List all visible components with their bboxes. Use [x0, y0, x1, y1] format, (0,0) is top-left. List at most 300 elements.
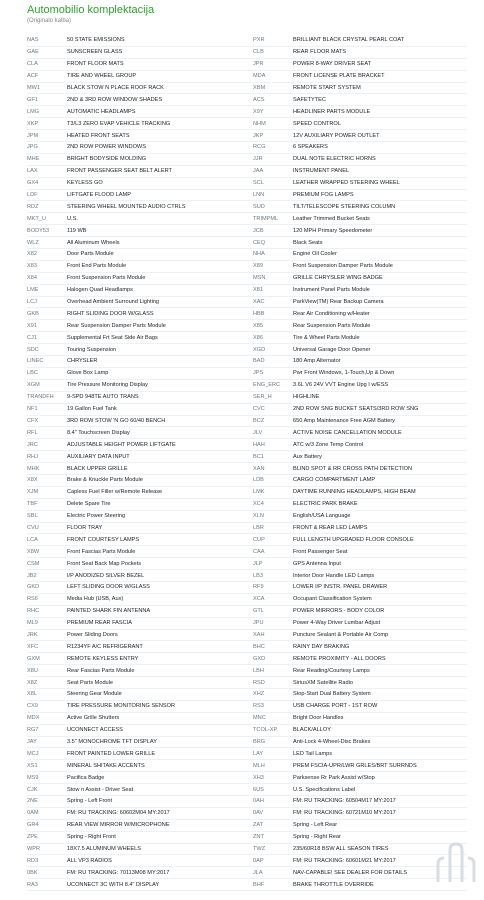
option-right — [253, 751, 467, 757]
option-left — [27, 561, 253, 567]
option-description: 19 Gallon Fuel Tank — [67, 406, 117, 413]
option-left — [27, 418, 253, 424]
option-row — [27, 677, 467, 689]
option-row — [27, 523, 467, 535]
option-description: English/USA Language — [293, 513, 351, 520]
option-row — [27, 689, 467, 701]
option-description: BLIND SPOT & RR CROSS PATH DETECTION — [293, 465, 413, 472]
option-code: JLP — [253, 560, 263, 567]
option-code: JRC — [27, 441, 38, 448]
option-row — [27, 344, 467, 356]
option-description: Tire Pressure Monitoring Display — [67, 382, 148, 389]
option-left — [27, 133, 253, 139]
option-code: X8U — [27, 667, 38, 674]
option-code: JLA — [253, 869, 263, 876]
option-left — [27, 763, 253, 769]
option-left — [27, 858, 253, 864]
option-description: DAYTIME RUNNING HEADLAMPS, HIGH BEAM — [293, 489, 416, 496]
option-description: I/P ANODIZED SILVER BEZEL — [67, 572, 145, 579]
option-right — [253, 263, 467, 269]
option-left — [27, 680, 253, 686]
option-description: SPEED CONTROL — [293, 120, 341, 127]
option-description: FRONT LICENSE PLATE BRACKET — [293, 73, 385, 80]
option-description: Active Grille Shutters — [67, 715, 120, 722]
option-description: SiriusXM Satellite Radio — [293, 679, 354, 686]
option-code: BAD — [253, 358, 265, 365]
option-code: MCJ — [27, 750, 39, 757]
option-right — [253, 180, 467, 186]
option-right — [253, 573, 467, 579]
option-description: HEADLINER PARTS MODULE — [293, 108, 371, 115]
option-code: SCL — [253, 180, 264, 187]
option-left — [27, 549, 253, 555]
option-left — [27, 656, 253, 662]
option-row — [27, 808, 467, 820]
option-code: XAN — [253, 465, 265, 472]
option-description: 2ND ROW SNG BUCKET SEATS/3RD ROW SNG — [293, 406, 419, 413]
option-row — [27, 570, 467, 582]
option-code: PXR — [253, 37, 265, 44]
option-left — [27, 192, 253, 198]
option-left — [27, 109, 253, 115]
option-row — [27, 713, 467, 725]
options-table — [27, 35, 467, 891]
option-left — [27, 144, 253, 150]
option-description: SUNSCREEN GLASS — [67, 49, 123, 56]
option-code: MDA — [253, 73, 266, 80]
option-code: RHC — [27, 608, 40, 615]
option-row — [27, 665, 467, 677]
option-description: UCONNECT ACCESS — [67, 727, 123, 734]
option-row — [27, 71, 467, 83]
option-description: 650 Amp Maintenance Free AGM Battery — [293, 417, 395, 424]
option-left — [27, 477, 253, 483]
option-row — [27, 201, 467, 213]
option-right — [253, 656, 467, 662]
option-right — [253, 109, 467, 115]
option-description: Tire & Wheel Parts Module — [293, 334, 360, 341]
option-description: FRONT PASSENGER SEAT BELT ALERT — [67, 168, 172, 175]
option-left — [27, 810, 253, 816]
option-left — [27, 620, 253, 626]
option-code: LBH — [253, 667, 264, 674]
option-right — [253, 454, 467, 460]
option-code: HBB — [253, 310, 265, 317]
option-code: XAC — [253, 299, 265, 306]
option-row — [27, 463, 467, 475]
option-right — [253, 37, 467, 43]
option-row — [27, 154, 467, 166]
option-description: FRONT COURTESY LAMPS — [67, 536, 140, 543]
option-code: X81 — [253, 287, 263, 294]
option-row — [27, 190, 467, 202]
option-left — [27, 513, 253, 519]
option-right — [253, 644, 467, 650]
option-code: JPR — [253, 61, 264, 68]
option-right — [253, 501, 467, 507]
option-code: ZAT — [253, 822, 264, 829]
option-row — [27, 427, 467, 439]
option-description: Front Fascias Parts Module — [67, 548, 136, 555]
option-code: CAA — [253, 548, 265, 555]
option-code: RSD — [253, 679, 265, 686]
option-description: Spring - Left Front — [67, 798, 113, 805]
option-description: FLOOR TRAY — [67, 524, 103, 531]
option-description: 6 SPEAKERS — [293, 144, 328, 151]
option-code: GF1 — [27, 96, 38, 103]
option-right — [253, 489, 467, 495]
option-left — [27, 834, 253, 840]
option-code: LAX — [27, 168, 38, 175]
option-row — [27, 320, 467, 332]
option-left — [27, 370, 253, 376]
option-description: REMOTE KEYLESS ENTRY — [67, 655, 139, 662]
option-left — [27, 85, 253, 91]
option-code: LNN — [253, 192, 265, 199]
option-code: RDZ — [27, 203, 39, 210]
option-row — [27, 558, 467, 570]
option-code: WPR — [27, 846, 41, 852]
option-right — [253, 382, 467, 388]
option-description: Engine Oil Cooler — [293, 251, 337, 258]
option-description: Bright Door Handles — [293, 715, 344, 722]
option-right — [253, 525, 467, 531]
option-left — [27, 632, 253, 638]
option-row — [27, 439, 467, 451]
option-description: LEATHER WRAPPED STEERING WHEEL — [293, 180, 400, 187]
option-description: CHRYSLER — [67, 358, 98, 365]
option-row — [27, 784, 467, 796]
option-code: X85 — [253, 322, 263, 329]
option-left — [27, 121, 253, 127]
option-code: 0AH — [253, 798, 264, 805]
option-description: Interior Door Handle LED Lamps — [293, 572, 375, 579]
option-code: RG7 — [27, 727, 39, 734]
option-description: Instrument Panel Parts Module — [293, 287, 370, 294]
option-right — [253, 240, 467, 246]
option-left — [27, 775, 253, 781]
option-code: RHJ — [27, 453, 38, 460]
option-right — [253, 763, 467, 769]
option-description: LED Tail Lamps — [293, 750, 333, 757]
page-header — [27, 4, 154, 25]
option-left — [27, 668, 253, 674]
option-right — [253, 680, 467, 686]
option-code: CX9 — [27, 703, 38, 710]
option-code: 6US — [253, 786, 264, 793]
option-description: Door Parts Module — [67, 251, 114, 258]
option-code: MS9 — [27, 774, 39, 781]
option-code: SDC — [27, 346, 39, 353]
option-description: 9-SPD 948TE AUTO TRANS — [67, 394, 139, 401]
option-description: STEERING WHEEL MOUNTED AUDIO CTRLS — [67, 203, 186, 210]
option-description: AUTOMATIC HEADLAMPS — [67, 108, 136, 115]
option-code: MLH — [253, 762, 265, 769]
option-left — [27, 204, 253, 210]
option-code: BHC — [253, 643, 265, 650]
option-row — [27, 737, 467, 749]
option-row — [27, 546, 467, 558]
option-description: FM: RU TRACKING: 70113M08 MY:2017 — [67, 869, 170, 876]
option-row — [27, 308, 467, 320]
page-title: Automobilio komplektacija — [27, 4, 155, 16]
option-code: CVC — [253, 406, 265, 413]
option-left — [27, 727, 253, 733]
option-row — [27, 392, 467, 404]
option-description: Spring - Right Rear — [293, 834, 341, 841]
option-description: BLACK STOW N PLACE ROOF RACK — [67, 85, 164, 91]
option-description: All Aluminum Wheels — [67, 239, 120, 246]
option-description: Steering Gear Module — [67, 691, 122, 698]
option-description: 120 MPH Primary Speedometer — [293, 227, 373, 234]
option-left — [27, 382, 253, 388]
option-code: XH3 — [253, 774, 264, 781]
option-left — [27, 394, 253, 400]
option-row — [27, 725, 467, 737]
option-code: TWZ — [253, 846, 266, 852]
option-code: X82 — [27, 251, 37, 258]
option-row — [27, 237, 467, 249]
option-row — [27, 142, 467, 154]
option-code: X8L — [27, 691, 37, 698]
option-right — [253, 787, 467, 793]
option-description: 180 Amp Alternator — [293, 358, 341, 365]
option-description: FM: RU TRACKING: 60504M17 MY:2017 — [293, 798, 396, 805]
option-description: FRONT PAINTED LOWER GRILLE — [67, 750, 156, 757]
option-description: Pwr Front Windows, 1-Touch,Up & Down — [293, 370, 395, 377]
option-left — [27, 584, 253, 590]
option-row — [27, 855, 467, 867]
option-right — [253, 121, 467, 127]
option-right — [253, 216, 467, 222]
option-code: JPU — [253, 620, 264, 627]
option-description: Spring - Right Front — [67, 834, 116, 841]
option-code: BCZ — [253, 417, 265, 424]
option-description: 3.6L V6 24V VVT Engine Upg I w/ESS — [293, 382, 389, 389]
option-description: GPS Antenna Input — [293, 560, 341, 567]
option-description: Electric Power Steering — [67, 513, 126, 520]
option-description: Universal Garage Door Opener — [293, 346, 371, 353]
option-description: R1234YF A/C REFRIGERANT — [67, 643, 143, 650]
option-code: LBR — [253, 524, 264, 531]
option-description: 235/60R18 BSW ALL SEASON TIRES — [293, 846, 389, 852]
option-description: Stow n Assist - Driver Seat — [67, 786, 134, 793]
option-code: 0AV — [253, 810, 264, 817]
option-code: XHZ — [253, 691, 265, 698]
option-code: LMK — [253, 489, 265, 496]
option-code: GKB — [27, 310, 39, 317]
option-row — [27, 356, 467, 368]
option-code: TRANDFH — [27, 394, 54, 401]
option-code: GR4 — [27, 822, 39, 829]
option-description: ADJUSTABLE HEIGHT POWER LIFTGATE — [67, 441, 176, 448]
option-code: NAS — [27, 37, 39, 44]
option-description: T3/L3 ZERO EVAP VEHICLE TRACKING — [67, 120, 171, 127]
option-description: Front Passenger Seat — [293, 548, 348, 555]
option-code: JLV — [253, 429, 263, 436]
option-description: Capless Fuel Filler w/Remote Release — [67, 489, 163, 496]
option-right — [253, 561, 467, 567]
option-code: GXD — [253, 655, 266, 662]
option-description: ELECTRIC PARK BRAKE — [293, 501, 358, 508]
option-left — [27, 311, 253, 317]
option-code: JPM — [27, 132, 39, 139]
option-description: TIRE AND WHEEL GROUP — [67, 73, 137, 80]
option-left — [27, 287, 253, 293]
option-description: BRILLIANT BLACK CRYSTAL PEARL COAT — [293, 37, 405, 44]
option-right — [253, 323, 467, 329]
option-description: Rear Suspension Parts Module — [293, 322, 371, 329]
option-description: 3RD ROW STOW 'N GO 60/40 BENCH — [67, 417, 166, 424]
option-description: TILT/TELESCOPE STEERING COLUMN — [293, 203, 396, 210]
option-code: XS1 — [27, 762, 38, 769]
page-subtitle: (Originalo kalba) — [27, 18, 72, 24]
option-row — [27, 832, 467, 844]
option-code: CJK — [27, 786, 38, 793]
option-right — [253, 584, 467, 590]
option-right — [253, 775, 467, 781]
option-code: RCG — [253, 144, 266, 151]
option-row — [27, 487, 467, 499]
option-description: PAINTED SHARK FIN ANTENNA — [67, 608, 151, 615]
option-code: JKP — [253, 132, 264, 139]
option-right — [253, 251, 467, 257]
option-left — [27, 751, 253, 757]
option-code: JCB — [253, 227, 264, 234]
option-description: ACTIVE NOISE CANCELLATION MODULE — [293, 429, 402, 436]
option-code: X83 — [27, 263, 37, 270]
option-description: LOWER I/P INSTR. PANEL DRAWER — [293, 584, 388, 591]
option-code: SUD — [253, 203, 265, 210]
option-description: FM: RU TRACKING: 60721M10 MY:2017 — [293, 810, 396, 817]
option-right — [253, 144, 467, 150]
option-description: Rear Fascias Parts Module — [67, 667, 135, 674]
option-left — [27, 822, 253, 828]
option-code: X9Y — [253, 108, 264, 115]
option-right — [253, 358, 467, 364]
option-description: REAR FLOOR MATS — [293, 49, 347, 56]
option-description: Power Sliding Doors — [67, 631, 118, 638]
option-code: GX4 — [27, 180, 39, 187]
option-right — [253, 97, 467, 103]
option-left — [27, 644, 253, 650]
option-code: GKD — [27, 584, 40, 591]
option-row — [27, 820, 467, 832]
option-right — [253, 418, 467, 424]
option-left — [27, 798, 253, 804]
option-right — [253, 73, 467, 79]
option-row — [27, 225, 467, 237]
option-left — [27, 335, 253, 341]
option-code: LDB — [253, 477, 264, 484]
option-description: INSTRUMENT PANEL — [293, 168, 350, 175]
option-code: ML9 — [27, 620, 38, 627]
option-description: HIGHLINE — [293, 394, 320, 401]
option-code: HAH — [253, 441, 265, 448]
option-code: XGD — [253, 346, 266, 353]
option-code: X8W — [27, 548, 40, 555]
option-code: ACS — [253, 96, 265, 103]
option-code: RA3 — [27, 881, 38, 888]
option-description: DUAL NOTE ELECTRIC HORNS — [293, 156, 376, 163]
option-right — [253, 691, 467, 697]
option-row — [27, 701, 467, 713]
option-right — [253, 477, 467, 483]
option-code: XJM — [27, 489, 39, 496]
option-description: BLACK/ALLOY — [293, 727, 331, 734]
option-left — [27, 323, 253, 329]
watermark-logo-icon — [432, 842, 480, 886]
option-description: POWER 8-WAY DRIVER SEAT — [293, 61, 372, 68]
option-row — [27, 166, 467, 178]
option-left — [27, 739, 253, 745]
option-description: BRAKE THROTTLE OVERRIDE — [293, 881, 374, 888]
option-description: RIGHT SLIDING DOOR W/GLASS — [67, 310, 154, 317]
option-left — [27, 442, 253, 448]
option-left — [27, 49, 253, 55]
option-left — [27, 251, 253, 257]
option-left — [27, 275, 253, 281]
option-row — [27, 285, 467, 297]
option-description: REMOTE START SYSTEM — [293, 85, 361, 91]
option-code: BHF — [253, 881, 265, 888]
option-left — [27, 228, 253, 234]
option-code: CFX — [27, 417, 39, 424]
option-code: LDF — [27, 192, 38, 199]
option-code: ENG_ERC — [253, 382, 281, 389]
option-code: MNC — [253, 715, 266, 722]
option-description: Stop-Start Dual Battery System — [293, 691, 371, 698]
option-left — [27, 466, 253, 472]
option-row — [27, 867, 467, 879]
option-code: XBM — [253, 85, 266, 91]
option-right — [253, 133, 467, 139]
option-description: Glove Box Lamp — [67, 370, 109, 377]
option-description: LEFT SLIDING DOOR W/GLASS — [67, 584, 150, 591]
option-description: BLACK UPPER GRILLE — [67, 465, 128, 472]
option-right — [253, 549, 467, 555]
option-description: NAV-CAPABLE! SEE DEALER FOR DETAILS — [293, 869, 408, 876]
option-right — [253, 49, 467, 55]
option-code: LMG — [27, 108, 40, 115]
option-description: REMOTE PROXIMITY - ALL DOORS — [293, 655, 386, 662]
option-row — [27, 653, 467, 665]
option-row — [27, 332, 467, 344]
option-right — [253, 335, 467, 341]
option-description: HEATED FRONT SEATS — [67, 132, 130, 139]
option-description: 18X7.5 ALUMINUM WHEELS — [67, 846, 141, 852]
option-code: ZNT — [253, 834, 264, 841]
option-description: Power 4-Way Driver Lumbar Adjust — [293, 620, 381, 627]
option-code: ACF — [27, 73, 39, 80]
option-code: X86 — [253, 334, 263, 341]
option-code: JPG — [27, 144, 38, 151]
option-code: TRIMPML — [253, 215, 279, 222]
option-row — [27, 47, 467, 59]
option-description: FULL LENGTH UPGRADED FLOOR CONSOLE — [293, 536, 414, 543]
option-description: Leather Trimmed Bucket Seats — [293, 215, 370, 222]
option-code: RF9 — [253, 584, 264, 591]
option-right — [253, 275, 467, 281]
option-code: CUP — [253, 536, 265, 543]
option-left — [27, 216, 253, 222]
option-description: AUXILIARY DATA INPUT — [67, 453, 130, 460]
option-code: 0BK — [27, 869, 38, 876]
option-code: X84 — [27, 275, 37, 282]
option-description: Media Hub (USB, Aux) — [67, 596, 124, 603]
option-description: CARGO COMPARTMENT LAMP — [293, 477, 376, 484]
option-left — [27, 430, 253, 436]
